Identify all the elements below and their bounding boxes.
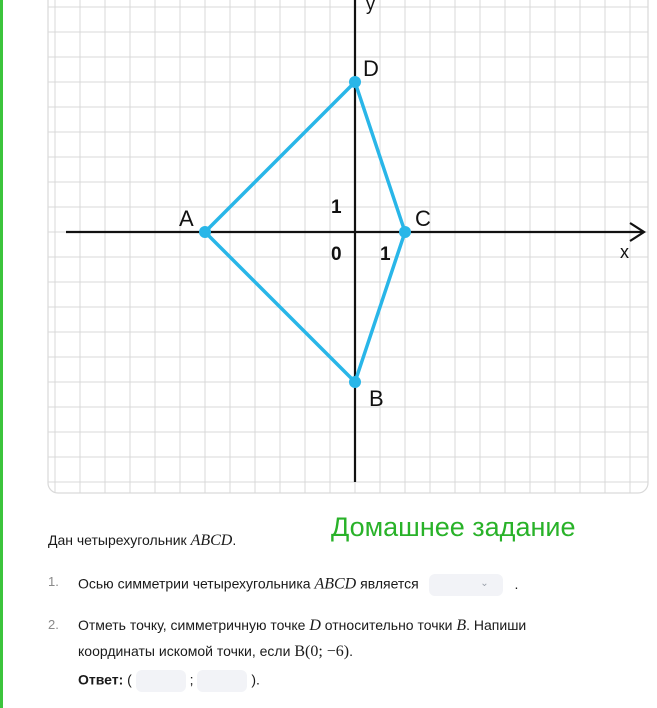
point-label-d: D (363, 56, 379, 81)
grid-frame (48, 0, 648, 493)
answer-y-input[interactable] (197, 670, 247, 692)
point-d (349, 76, 361, 88)
origin-label: 0 (331, 244, 342, 265)
task-2-math-d: D (309, 617, 321, 634)
x-axis-label: x (620, 242, 629, 262)
point-a (199, 226, 211, 238)
chevron-down-icon: ⌄ (480, 578, 489, 589)
homework-title: Домашнее задание (331, 512, 576, 542)
task-2-text-a: Отметь точку, симметричную точке (78, 617, 310, 633)
intro-math: ABCD (190, 532, 233, 549)
task-1-number: 1. (48, 574, 59, 589)
task-2-text-c: . Напиши (466, 617, 527, 633)
axis-select-dropdown[interactable] (429, 574, 503, 596)
answer-row (78, 670, 260, 692)
task-2-line-2 (78, 643, 353, 661)
task-2-line2-math: B(0; −6) (294, 643, 350, 660)
task-1-end: . (514, 575, 519, 592)
task-2 (48, 617, 648, 697)
task-2-text-b: относительно точки (320, 617, 457, 633)
point-c (399, 226, 411, 238)
point-label-a: A (179, 206, 194, 231)
task-2-line-1 (78, 617, 526, 635)
problem-intro (48, 532, 236, 550)
answer-label: Ответ: (78, 671, 124, 688)
intro-end: . (232, 532, 237, 548)
intro-text: Дан четырехугольник (48, 532, 191, 548)
point-b (349, 376, 361, 388)
task-2-line2-text: координаты искомой точки, если (78, 643, 295, 659)
answer-close-paren: ). (251, 671, 260, 688)
task-1-body (78, 574, 518, 596)
unit-x-label: 1 (380, 244, 391, 265)
point-label-b: B (369, 386, 384, 411)
task-2-line2-end: . (349, 643, 353, 659)
unit-y-label: 1 (331, 197, 342, 218)
task-2-number: 2. (48, 617, 59, 632)
point-label-c: C (415, 206, 431, 231)
answer-open-paren: ( (123, 671, 136, 688)
answer-separator: ; (189, 671, 194, 688)
grid (48, 0, 648, 493)
task-1-text: Осью симметрии четырехугольника (78, 575, 315, 592)
task-2-math-b: B (456, 617, 467, 634)
y-axis-label: y (366, 0, 375, 14)
answer-x-input[interactable] (136, 670, 186, 692)
task-1-text2: является (356, 575, 419, 592)
task-1-math: ABCD (314, 575, 357, 593)
